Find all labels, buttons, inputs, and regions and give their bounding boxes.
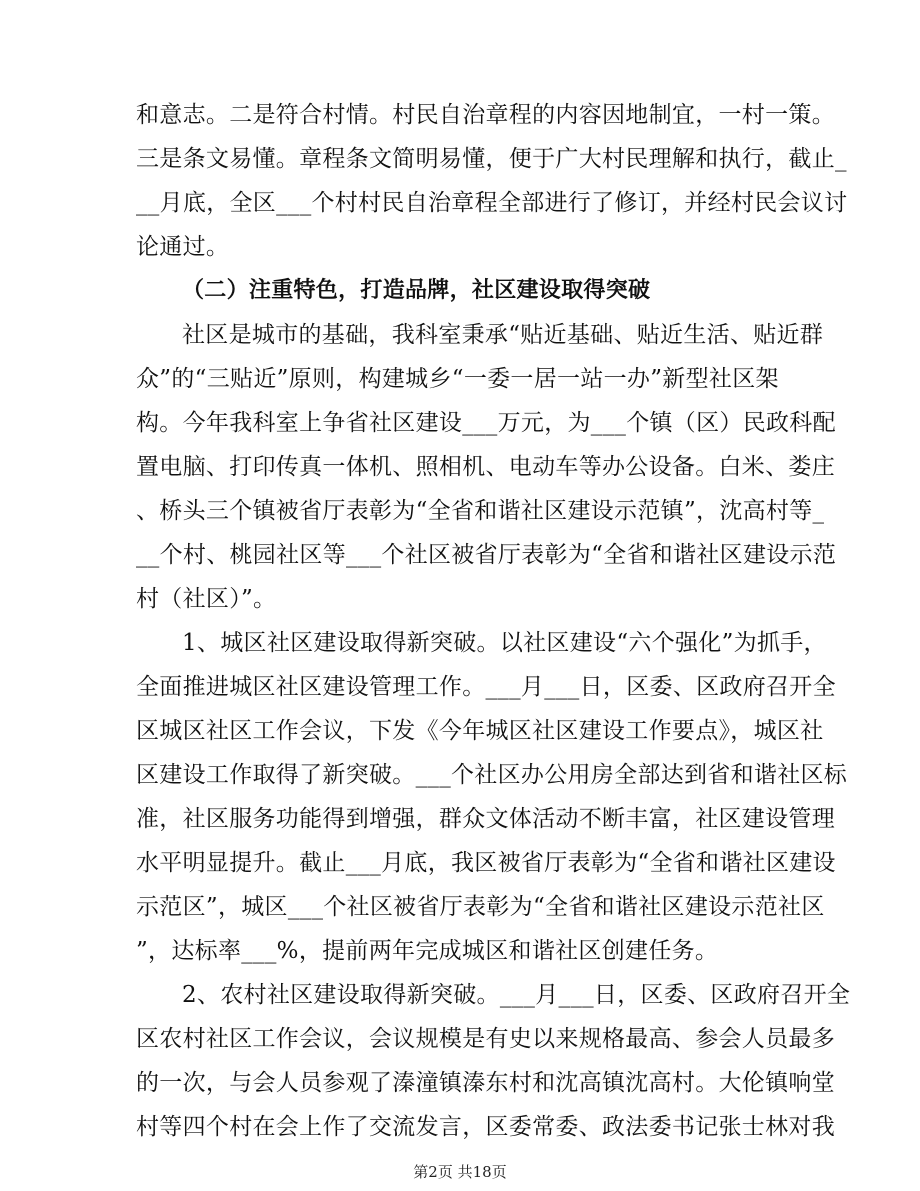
text-line: 众”的“三贴近”原则，构建城乡“一委一居一站一办”新型社区架 [136,366,779,392]
text-line: 全面推进城区社区建设管理工作。___月___日，区委、区政府召开全 [136,674,836,700]
text-line: 村（社区）”。 [136,586,277,612]
text-line: __个村、桃园社区等___个社区被省厅表彰为“全省和谐社区建设示范 [136,542,837,568]
text-line: 区建设工作取得了新突破。___个社区办公用房全部达到省和谐社区标 [136,762,848,788]
text-line: 和意志。二是符合村情。村民自治章程的内容因地制宜，一村一策。 [136,102,835,128]
text-line: 论通过。 [136,234,230,260]
text-line: 1、城区社区建设取得新突破。以社区建设“六个强化”为抓手， [182,630,827,656]
text-line: __月底，全区___个村村民自治章程全部进行了修订，并经村民会议讨 [136,190,848,216]
text-line: 示范区”，城区___个社区被省厅表彰为“全省和谐社区建设示范社区 [136,894,825,920]
text-line: 三是条文易懂。章程条文简明易懂，便于广大村民理解和执行，截止_ [136,146,847,172]
text-line: 区农村社区工作会议，会议规模是有史以来规格最高、参会人员最多 [136,1026,835,1052]
text-line-last: 村等四个村在会上作了交流发言，区委常委、政法委书记张士林对我 [136,1114,835,1140]
text-line: 2、农村社区建设取得新突破。___月___日，区委、区政府召开全 [182,982,851,1008]
page-number: 第2页 共18页 [413,1163,507,1181]
text-line: ”，达标率___%，提前两年完成城区和谐社区创建任务。 [136,938,719,964]
text-line: 社区是城市的基础，我科室秉承“贴近基础、贴近生活、贴近群 [182,322,824,348]
text-line: 水平明显提升。截止___月底，我区被省厅表彰为“全省和谐社区建设 [136,850,836,876]
text-line: 置电脑、打印传真一体机、照相机、电动车等办公设备。白米、娄庄 [136,454,835,480]
section-heading: （二）注重特色，打造品牌，社区建设取得突破 [182,278,651,303]
text-line: 的一次，与会人员参观了溱潼镇溱东村和沈高镇沈高村。大伦镇响堂 [136,1070,835,1096]
text-line: 构。今年我科室上争省社区建设___万元，为___个镇（区）民政科配 [136,410,836,436]
text-line: 准，社区服务功能得到增强，群众文体活动不断丰富，社区建设管理 [136,806,835,832]
text-line: 、桥头三个镇被省厅表彰为“全省和谐社区建设示范镇”，沈高村等_ [136,498,825,524]
text-line: 区城区社区工作会议，下发《今年城区社区建设工作要点》，城区社 [136,718,824,744]
